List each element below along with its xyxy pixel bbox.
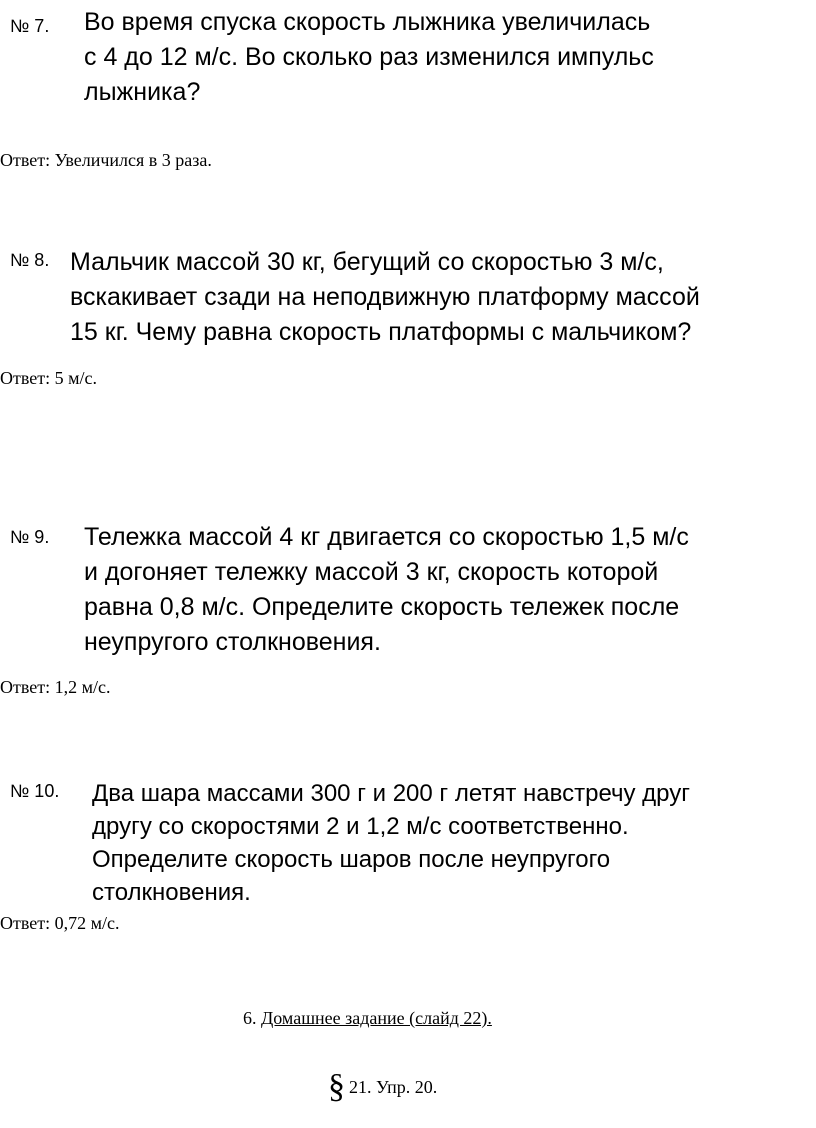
answer-10: Ответ: 0,72 м/с. bbox=[0, 913, 120, 933]
problem-text-line: с 4 до 12 м/с. Во сколько раз изменился импульс bbox=[84, 43, 654, 71]
problem-number: № 8. bbox=[10, 250, 50, 270]
homework-reference bbox=[328, 1068, 437, 1106]
problem-text-line: 15 кг. Чему равна скорость платформы с мальчиком? bbox=[70, 318, 692, 346]
problem-text-line: Два шара массами 300 г и 200 г летят навстречу друг bbox=[92, 780, 691, 807]
problem-text-line: и догоняет тележку массой 3 кг, скорость которой bbox=[84, 558, 659, 586]
section-symbol: § bbox=[328, 1068, 345, 1105]
homework-heading bbox=[243, 1008, 492, 1029]
problem-number: № 9. bbox=[10, 527, 50, 547]
homework-label: Домашнее задание (слайд 22). bbox=[261, 1008, 492, 1028]
problem-number: № 10. bbox=[10, 781, 60, 801]
problem-text-line: вскакивает сзади на неподвижную платформу массой bbox=[70, 283, 700, 311]
problem-text-line: Определите скорость шаров после неупругого bbox=[92, 846, 611, 873]
answer-7: Ответ: Увеличился в 3 раза. bbox=[0, 150, 212, 170]
problem-text-line: неупругого столкновения. bbox=[84, 628, 381, 656]
problem-text-line: другу со скоростями 2 и 1,2 м/с соответственно. bbox=[92, 813, 629, 840]
problem-text-line: столкновения. bbox=[92, 879, 251, 906]
problem-text-line: Во время спуска скорость лыжника увеличилась bbox=[84, 8, 651, 36]
problem-text bbox=[70, 245, 700, 350]
problem-text-line: лыжника? bbox=[84, 78, 201, 106]
answer-8: Ответ: 5 м/с. bbox=[0, 368, 97, 388]
problem-text bbox=[92, 777, 690, 909]
reference-text: 21. Упр. 20. bbox=[349, 1077, 438, 1097]
problem-number: № 7. bbox=[10, 16, 50, 36]
answer-9: Ответ: 1,2 м/с. bbox=[0, 677, 111, 697]
problem-text-line: равна 0,8 м/с. Определите скорость тележек после bbox=[84, 593, 680, 621]
problem-text bbox=[84, 5, 654, 110]
problem-text-line: Мальчик массой 30 кг, бегущий со скоростью 3 м/с, bbox=[70, 248, 664, 276]
homework-number: 6. bbox=[243, 1008, 257, 1028]
problem-text bbox=[84, 520, 689, 660]
problem-text-line: Тележка массой 4 кг двигается со скоростью 1,5 м/с bbox=[84, 523, 689, 551]
